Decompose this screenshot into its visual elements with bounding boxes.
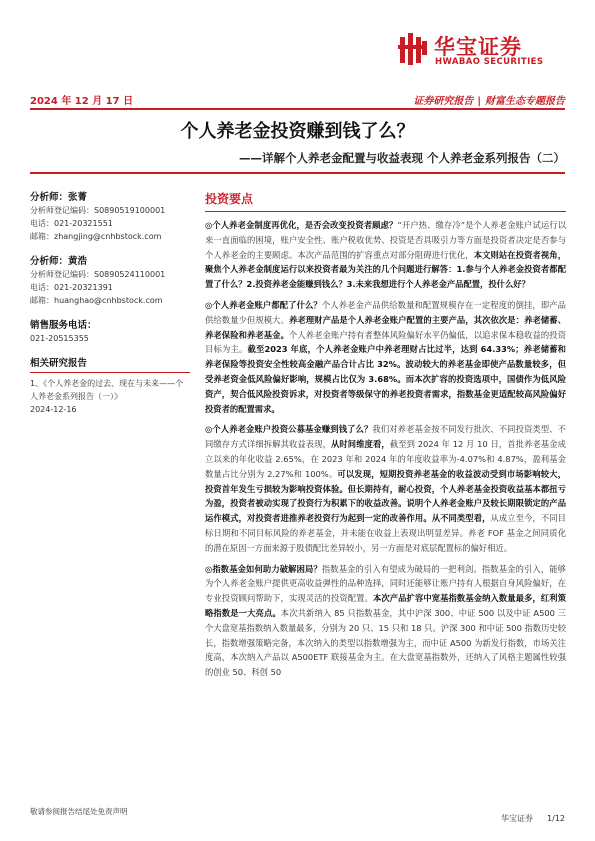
para-bold: 从时间维度看，	[331, 439, 390, 450]
related-item[interactable]: 1、《个人养老金的过去、现在与未来——个人养老金系列报告（一）》	[30, 379, 184, 401]
title-divider	[30, 172, 565, 174]
header-divider	[30, 108, 565, 110]
analyst-name: 分析师：黄浩	[30, 256, 88, 267]
para-text: 个人养老金账户持有者整体风险偏好水平仍偏低，以追求保本稳收益的投资目标为主。	[205, 329, 566, 355]
report-type-separator: |	[477, 96, 481, 107]
para-bold: 本次产品扩容中宽基指数基金纳入数量最多，红利策略指数是一大亮点。	[205, 593, 566, 618]
related-title: 相关研究报告	[30, 357, 190, 373]
analyst-reg: 分析师登记编码：S0890519100001	[30, 206, 166, 215]
sales-label: 销售服务电话：	[30, 320, 97, 331]
section-title: 投资要点	[205, 190, 566, 212]
disclaimer-note: 敬请参阅报告结尾处免责声明	[30, 807, 128, 816]
report-type-2: 财富生态专题报告	[485, 96, 565, 107]
para-bold: 本文则站在投资者视角，聚焦个人养老金制度运行以来投资者最为关注的几个问题进行解答：1.参与个人养老金投资者都配置了什么？2.投资养老金能赚到钱么？3.未来我想进行个人养老金产品配置，投什么好？	[205, 249, 566, 290]
para-lead: ◎个人养老金账户投资公募基金赚到钱了么？	[205, 424, 373, 435]
footer-company: 华宝证券	[501, 814, 534, 823]
analyst-block-2	[30, 255, 190, 307]
page-title: 个人养老金投资赚到钱了么？	[180, 121, 415, 142]
logo-chinese-name: 华宝证券	[434, 35, 522, 59]
para-bold: 可以发现，短期投资养老基金的收益波动受到市场影响较大，投资首年发生亏损较为影响投资体验。但长期持有，耐心投资，个人养老基金投资收益基本都扭亏为盈，投资者被动实现了投资行为积累下的收益改善。说明个人养老金账户及较长期限锁定的产品运作模式，对投资者进推养老投资行为起到一定的改善作用。从不同类型看，	[205, 468, 566, 524]
analyst-email[interactable]: 邮箱：huanghao@cnhbstock.com	[30, 296, 163, 305]
paragraph-4	[205, 562, 566, 680]
paragraph-3	[205, 422, 566, 555]
page-subtitle: ——详解个人养老金配置与收益表现 个人养老金系列报告（二）	[238, 151, 565, 165]
para-lead: ◎个人养老金制度再优化，是否会改变投资者顾虑？	[205, 220, 398, 230]
related-date: 2024-12-16	[30, 405, 77, 414]
sales-block	[30, 319, 190, 345]
para-bold: 截至2023 年底，个人养老金账户中养老理财占比过半，达到 64.33%；养老储蓄和养老保险等投资安全性较高金融产品合计占比 32%。波动较大的养老基金即使产品数量较多，但受养老资金低风险偏好影响，规模占比仅为 3.68%。而本次扩容的投资选项中，国债作为低风险资产，契合低风险投资诉求，对投资者等级保守的养老投资者需求，指数基金更适配较高风险偏好投资者的配置需求。	[205, 344, 566, 414]
analyst-phone: 电话：021-20321551	[30, 219, 113, 228]
sidebar	[30, 191, 190, 416]
paragraph-1	[205, 218, 566, 292]
page-number: 1/12	[547, 814, 565, 823]
report-type	[413, 92, 565, 107]
analyst-name: 分析师：张菁	[30, 192, 88, 203]
main-content	[205, 190, 566, 686]
analyst-email[interactable]: 邮箱：zhangjing@cnhbstock.com	[30, 232, 162, 241]
para-text: 本次共新纳入 85 只指数基金，其中沪深 300、中证 500 以及中证 A500 三个大盘宽基指数纳入数量最多，分别为 20 只、15 只和 18 只。沪深 300 和中证 500 指数历史较长，指数增强策略完备，本次纳入的类型以指数增强为主，而中证 A500 为新发行指数，市场关注度高，本次纳入产品以 A500ETF 联接基金为主。在大盘宽基指数外，还纳入了风格主题属性较强的创业 50、科创 50	[205, 607, 566, 678]
analyst-reg: 分析师登记编码：S0890524110001	[30, 270, 166, 279]
report-date: 2024 年 12 月 17 日	[30, 96, 134, 107]
page-footer	[487, 813, 565, 824]
para-lead: ◎指数基金如何助力破解困局？	[205, 563, 322, 574]
para-text: 从成立至今，不同目标日期和不同目标风险的养老基金，并未能在收益上表现出明显差异。养老 FOF 基金之间同质化的潜在原因一方面来源于股债配比差异较小，另一方面是对底层配置标的偏好相近。	[205, 513, 566, 553]
company-logo	[398, 30, 568, 70]
logo-mark-icon	[398, 33, 428, 65]
para-text: “开户热、缴存冷”是个人养老金账户试运行以来一直面临的困境，账户安全性、账户税收优势、投资是否具吸引力等方面是投资者决定是否参与个人养老金的主要顾虑。本次产品范围的扩容重点对部分阻碍进行优化，	[205, 220, 566, 260]
report-type-1: 证券研究报告	[413, 96, 474, 107]
paragraph-2	[205, 298, 566, 416]
related-reports	[30, 357, 190, 416]
sales-phone: 021-20515355	[30, 334, 89, 343]
para-bold: 养老理财产品是个人养老金账户配置的主要产品，其次依次是：养老储蓄、养老保险和养老基金。	[205, 314, 566, 340]
para-text: 个人养老金产品供给数量和配置规模存在一定程度的倒挂，即产品供给数量少但规模大。	[205, 299, 566, 325]
analyst-phone: 电话：021-20321391	[30, 283, 113, 292]
analyst-block-1	[30, 191, 190, 243]
para-text: 指数基金的引入有望成为破局的一把利剑。指数基金的引入，能够为个人养老金账户提供更高收益弹性的品种选择，同时还能够让账户持有人根据自身风险偏好，在专业投资顾问帮助下，实现灵活的投资配置。	[205, 563, 566, 604]
para-text: 我们对养老基金按不同发行批次、不同投资类型、不同缴存方式详细拆解其收益表现，	[205, 424, 566, 450]
logo-english-name: HWABAO SECURITIES	[435, 57, 544, 67]
para-lead: ◎个人养老金账户都配了什么？	[205, 299, 322, 310]
para-text: 截至到 2024 年 12 月 10 日，首批养老基金成立以来的年化收益 2.65%，在 2023 年和 2024 年的年度收益率为-4.07%和 4.87%，盈利基金数量占比分别为 2.27%和 100%。	[205, 439, 566, 479]
